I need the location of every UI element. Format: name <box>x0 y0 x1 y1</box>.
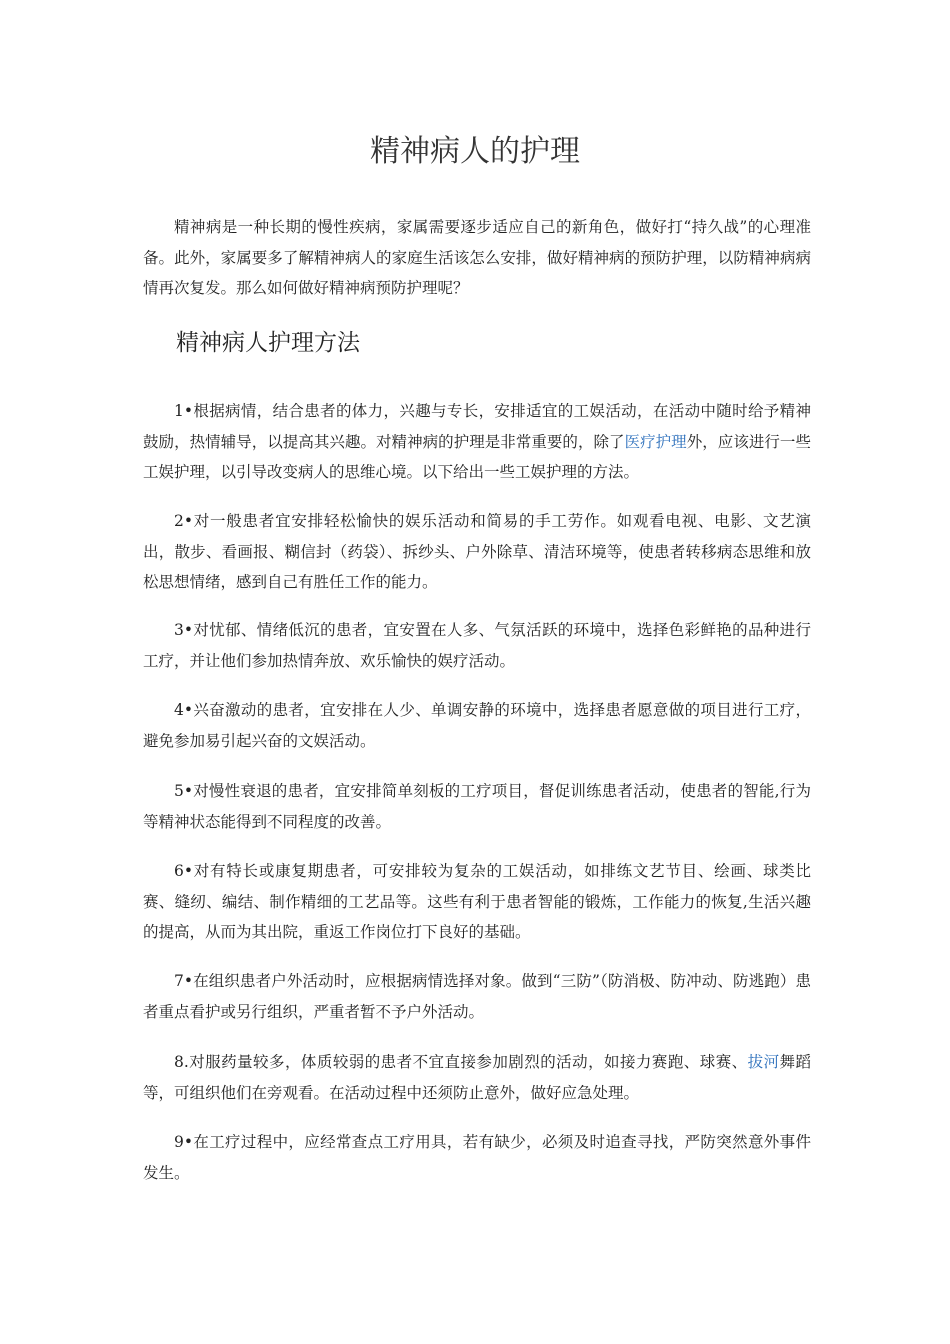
list-item-4: 4•兴奋激动的患者，宜安排在人少、单调安静的环境中，选择患者愿意做的项目进行工疗，避免参加易引起兴奋的文娱活动。 <box>143 701 811 750</box>
item-1-text-after: 外，应该进行一些工娱护理，以引导改变病人的思维心境。以下给出一些工娱护理的方法。 <box>143 432 811 481</box>
list-item-5: 5•对慢性衰退的患者，宜安排简单刻板的工疗项目，督促训练患者活动，使患者的智能,行为等精神状态能得到不同程度的改善。 <box>143 782 811 831</box>
list-item-7: 7•在组织患者户外活动时，应根据病情选择对象。做到“三防”（防消极、防冲动、防逃跑）患者重点看护或另行组织，严重者暂不予户外活动。 <box>143 972 811 1021</box>
tug-of-war-link[interactable]: 拔河 <box>747 1053 780 1071</box>
list-item-8 <box>143 1047 811 1108</box>
list-item-3: 3•对忧郁、情绪低沉的患者，宜安置在人多、气氛活跃的环境中，选择色彩鲜艳的品种进行工疗，并让他们参加热情奔放、欢乐愉快的娱疗活动。 <box>143 621 811 670</box>
item-1-text-before: 1•根据病情，结合患者的体力，兴趣与专长，安排适宜的工娱活动，在活动中随时给予精神鼓励，热情辅导，以提高其兴趣。对精神病的护理是非常重要的，除了 <box>143 402 811 451</box>
item-8-text-after: 舞蹈等，可组织他们在旁观看。在活动过程中还须防止意外，做好应急处理。 <box>143 1053 811 1102</box>
intro-paragraph: 精神病是一种长期的慢性疾病，家属需要逐步适应自己的新角色，做好打“持久战”的心理准备。此外，家属要多了解精神病人的家庭生活该怎么安排，做好精神病的预防护理，以防精神病病情再次复发。那么如何做好精神病预防护理呢？ <box>143 218 811 297</box>
item-8-text-before: 8.对服药量较多，体质较弱的患者不宜直接参加剧烈的活动，如接力赛跑、球赛、 <box>174 1053 748 1071</box>
list-item-1 <box>143 396 811 488</box>
list-item-6: 6•对有特长或康复期患者，可安排较为复杂的工娱活动，如排练文艺节目、绘画、球类比赛、缝纫、编结、制作精细的工艺品等。这些有利于患者智能的锻炼，工作能力的恢复,生活兴趣的提高，从而为其出院，重返工作岗位打下良好的基础。 <box>143 862 811 941</box>
section-title: 精神病人护理方法 <box>176 330 360 356</box>
list-item-2: 2•对一般患者宜安排轻松愉快的娱乐活动和简易的手工劳作。如观看电视、电影、文艺演出，散步、看画报、糊信封（药袋）、拆纱头、户外除草、清洁环境等，使患者转移病态思维和放松思想情绪，感到自己有胜任工作的能力。 <box>143 512 811 591</box>
list-item-9: 9•在工疗过程中，应经常查点工疗用具，若有缺少，必须及时追查寻找，严防突然意外事件发生。 <box>143 1133 811 1182</box>
document-title: 精神病人的护理 <box>370 134 580 169</box>
medical-care-link[interactable]: 医疗护理 <box>624 432 687 451</box>
